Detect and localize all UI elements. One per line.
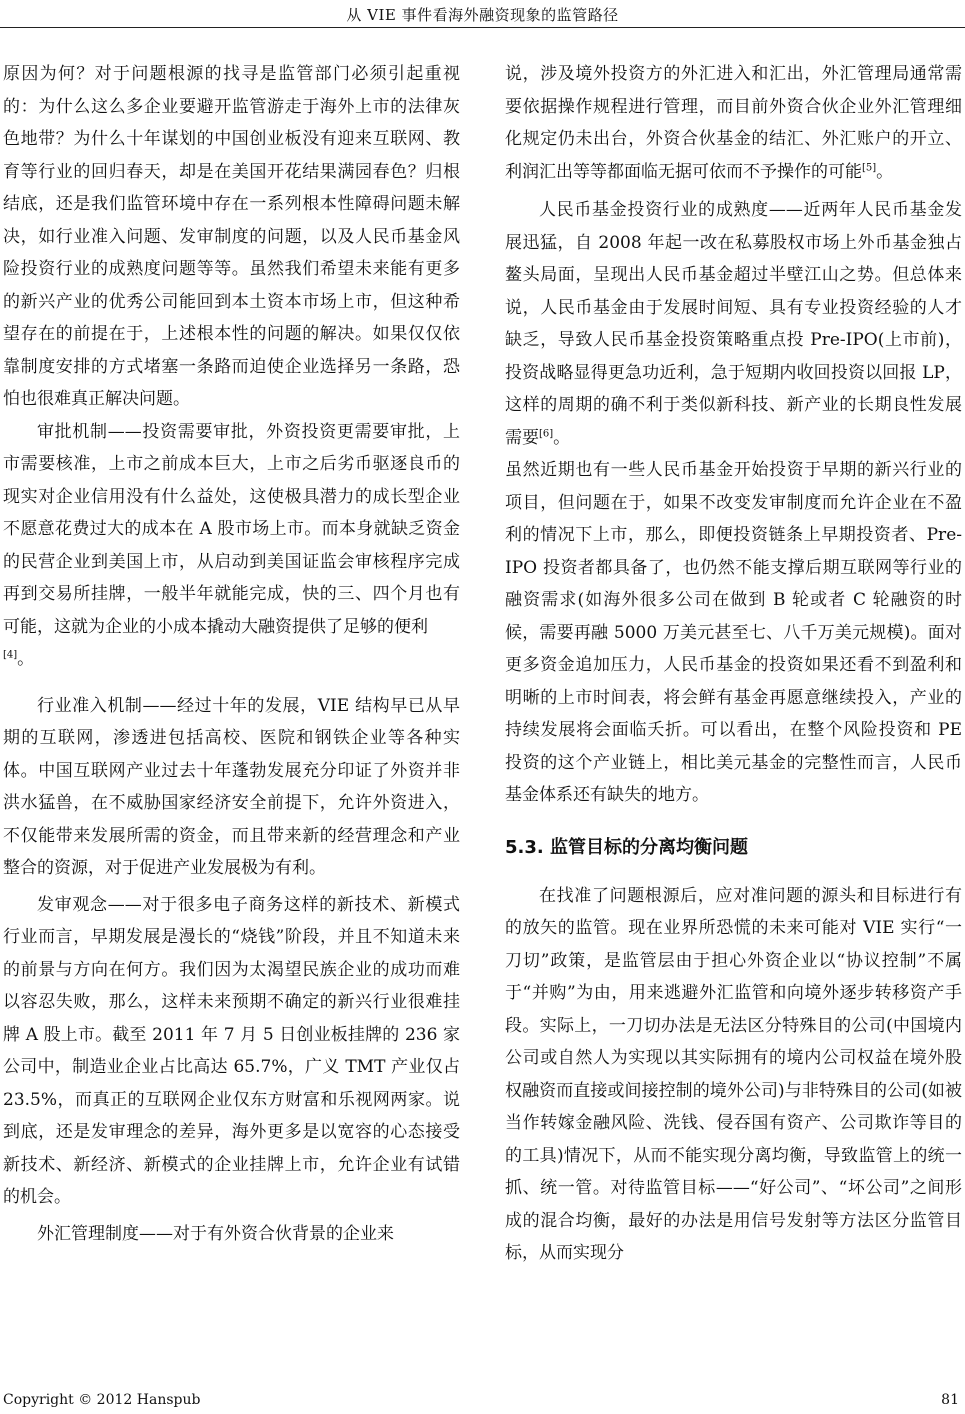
right-paragraph-4: 在找准了问题根源后，应对准问题的源头和目标进行有的放矢的监管。现在业界所恐慌的未来可能对 VIE 实行“一刀切”政策，是监管层由于担心外资企业以“协议控制”不属于“并购”为由，用来逃避外汇监管和向境外逐步转移资产手段。实际上，一刀切办法是无法区分特殊目的公司(中国境内公司或自然人为实现以其实际拥有的境内公司权益在境外股权融资而直接或间接控制的境外公司)与非特殊目的公司(如被当作转嫁金融风险、洗钱、侵吞国有资产、公司欺诈等目的的工具)情况下，从而不能实现分离均衡，导致监管上的统一抓、统一管。对待监管目标——“好公司”、“坏公司”之间形成的混合均衡，最好的办法是用信号发射等方法区分监管目标，从而实现分 [505, 885, 962, 1263]
citation-4[interactable]: [4] [3, 649, 18, 661]
left-paragraph-1: 原因为何？对于问题根源的找寻是监管部门必须引起重视的：为什么这么多企业要避开监管游走于海外上市的法律灰色地带？为什么十年谋划的中国创业板没有迎来互联网、教育等行业的回归春天，却是在美国开花结果满园春色？归根结底，还是我们监管环境中存在一系列根本性障碍问题未解决，如行业准入问题、发审制度的问题，以及人民币基金风险投资行业的成熟度问题等等。虽然我们希望未来能有更多的新兴产业的优秀公司能回到本土资本市场上市，但这种希望存在的前提在于，上述根本性的问题的解决。如果仅仅依靠制度安排的方式堵塞一条路而迫使企业选择另一条路，恐怕也很难真正解决问题。 [3, 64, 460, 409]
page-number: 81 [941, 1392, 959, 1408]
left-paragraph-3: 行业准入机制——经过十年的发展，VIE 结构早已从早期的互联网，渗透进包括高校、医院和钢铁企业等各种实体。中国互联网产业过去十年蓬勃发展充分印证了外资并非洪水猛兽，在不威胁国家经济安全前提下，允许外资进入，不仅能带来发展所需的资金，而且带来新的经营理念和产业整合的资源，对于促进产业发展极为有利。 [3, 695, 460, 878]
right-paragraph-1-text: 说，涉及境外投资方的外汇进入和汇出，外汇管理局通常需要依据操作规程进行管理，而目前外资合伙企业外汇管理细化规定仍未出台，外资合伙基金的结汇、外汇账户的开立、利润汇出等等都面临无据可依而不予操作的可能 [505, 64, 962, 182]
citation-5[interactable]: [5] [862, 161, 877, 173]
section-heading: 5.3. 监管目标的分离均衡问题 [505, 836, 748, 858]
left-paragraph-2 [3, 416, 460, 676]
right-paragraph-2-text: 人民币基金投资行业的成熟度——近两年人民币基金发展迅猛，自 2008 年起一改在私募股权市场上外币基金独占鳌头局面，呈现出人民币基金超过半壁江山之势。但总体来说，人民币基金由于发展时间短、具有专业投资经验的人才缺乏，导致人民币基金投资策略重点投 Pre-IPO(上市前)，投资战略显得更急功近利，急于短期内收回投资以回报 LP，这样的周期的确不利于类似新科技、新产业的长期良性发展需要 [505, 200, 962, 448]
right-paragraph-1 [505, 58, 962, 188]
citation-6[interactable]: [6] [539, 427, 554, 439]
right-paragraph-1-end: 。 [876, 161, 894, 182]
header-divider [0, 27, 965, 28]
left-column [3, 58, 460, 1250]
running-title: 从 VIE 事件看海外融资现象的监管路径 [346, 6, 619, 24]
right-paragraph-3: 虽然近期也有一些人民币基金开始投资于早期的新兴行业的项目，但问题在于，如果不改变发审制度而允许企业在不盈利的情况下上市，那么，即便投资链条上早期投资者、Pre-IPO 投资者都具备了，也仍然不能支撑后期互联网等行业的融资需求(如海外很多公司在做到 B 轮或者 C 轮融资的时候，需要再融 5000 万美元甚至七、八千万美元规模)。面对更多资金追加压力，人民币基金的投资如果还看不到盈利和明晰的上市时间表，将会鲜有基金再愿意继续投入，产业的持续发展将会面临夭折。可以看出，在整个风险投资和 PE 投资的这个产业链上，相比美元基金的完整性而言，人民币基金体系还有缺失的地方。 [505, 460, 962, 805]
copyright-notice: Copyright © 2012 Hanspub [3, 1392, 201, 1408]
left-paragraph-5: 外汇管理制度——对于有外资合伙背景的企业来 [37, 1223, 394, 1244]
right-paragraph-2 [505, 194, 962, 454]
right-column [505, 58, 962, 1270]
left-paragraph-2-text: 审批机制——投资需要审批，外资投资更需要审批，上市需要核准，上市之前成本巨大，上市之后劣币驱逐良币的现实对企业信用没有什么益处，这使极具潜力的成长型企业不愿意花费过大的成本在 A 股市场上市。而本身就缺乏资金的民营企业到美国上市，从启动到美国证监会审核程序完成再到交易所挂牌，一般半年就能完成，快的三、四个月也有可能，这就为企业的小成本撬动大融资提供了足够的便利 [3, 421, 460, 637]
left-paragraph-4: 发审观念——对于很多电子商务这样的新技术、新模式行业而言，早期发展是漫长的“烧钱”阶段，并且不知道未来的前景与方向在何方。我们因为太渴望民族企业的成功而难以容忍失败，那么，这样未来预期不确定的新兴行业很难挂牌 A 股上市。截至 2011 年 7 月 5 日创业板挂牌的 236 家公司中，制造业企业占比高达 65.7%，广义 TMT 产业仅占 23.5%，而真正的互联网企业仅东方财富和乐视网两家。说到底，还是发审理念的差异，海外更多是以宽容的心态接受新技术、新经济、新模式的企业挂牌上市，允许企业有试错的机会。 [3, 894, 460, 1207]
left-paragraph-2-end: 。 [17, 649, 35, 669]
right-paragraph-2-end: 。 [553, 427, 571, 448]
